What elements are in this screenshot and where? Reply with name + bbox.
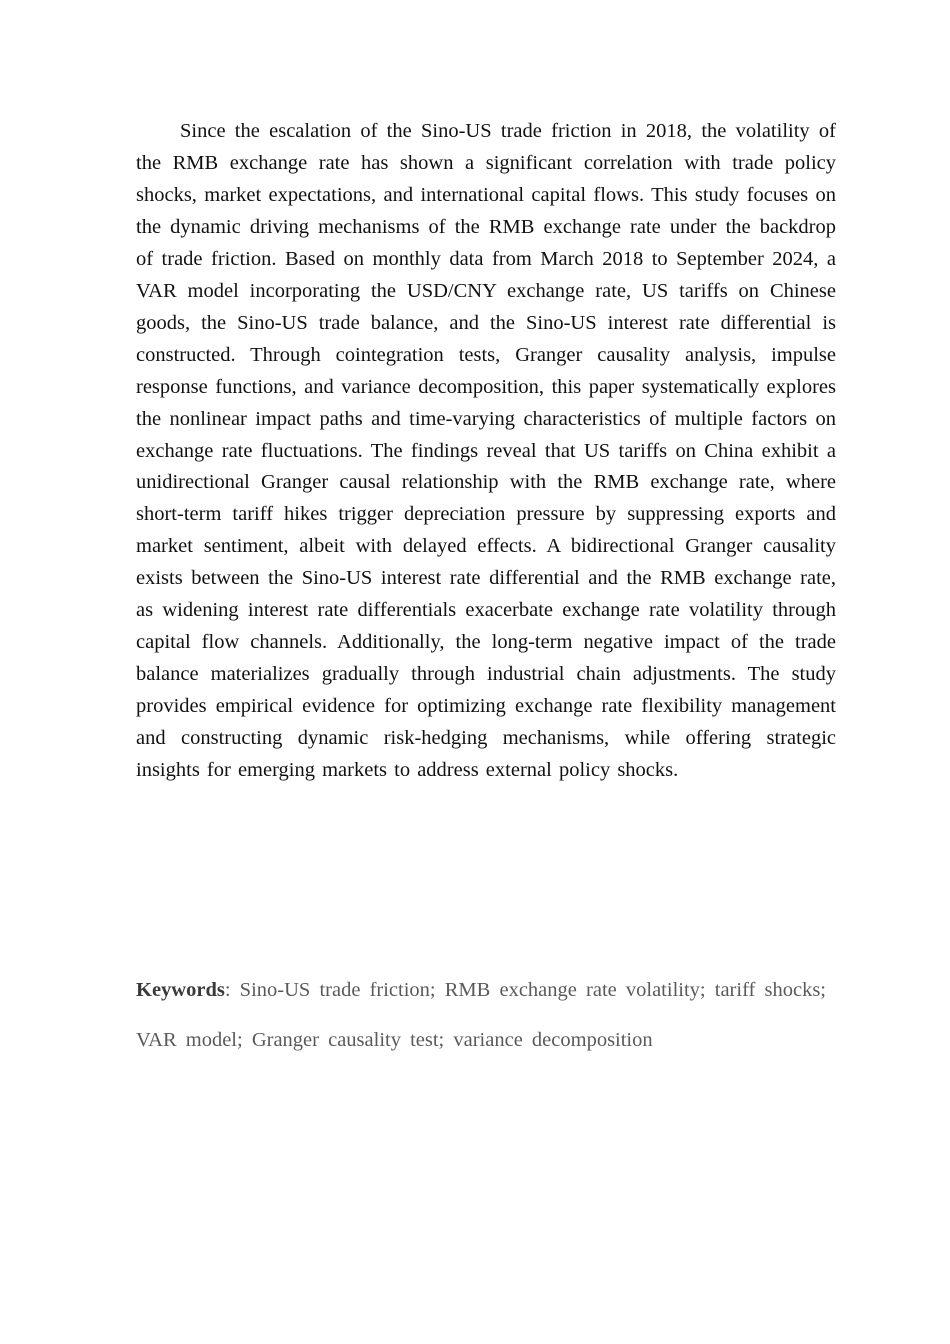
abstract-paragraph: Since the escalation of the Sino-US trade friction in 2018, the volatility of the RMB exchange rate has shown a significant correlation with trade policy shocks, market expectations, and international capital flows. This study focuses on the dynamic driving mechanisms of the RMB exchange rate under the backdrop of trade friction. Based on monthly data from March 2018 to September 2024, a VAR model incorporating the USD/CNY exchange rate, US tariffs on Chinese goods, the Sino-US trade balance, and the Sino-US interest rate differential is constructed. Through cointegration tests, Granger causality analysis, impulse response functions, and variance decomposition, this paper systematically explores the nonlinear impact paths and time-varying characteristics of multiple factors on exchange rate fluctuations. The findings reveal that US tariffs on China exhibit a unidirectional Granger causal relationship with the RMB exchange rate, where short-term tariff hikes trigger depreciation pressure by suppressing exports and market sentiment, albeit with delayed effects. A bidirectional Granger causality exists between the Sino-US interest rate differential and the RMB exchange rate, as widening interest rate differentials exacerbate exchange rate volatility through capital flow channels. Additionally, the long-term negative impact of the trade balance materializes gradually through industrial chain adjustments. The study provides empirical evidence for optimizing exchange rate flexibility management and constructing dynamic risk-hedging mechanisms, while offering strategic insights for emerging markets to address external policy shocks. [136,120,836,782]
keywords-label: Keywords [136,979,225,1001]
keywords-line [136,965,826,1065]
keywords-separator: : [224,979,240,1001]
keywords-text: Sino-US trade friction; RMB exchange rate volatility; tariff shocks; VAR model; Granger causality test; variance decomposition [136,979,826,1051]
